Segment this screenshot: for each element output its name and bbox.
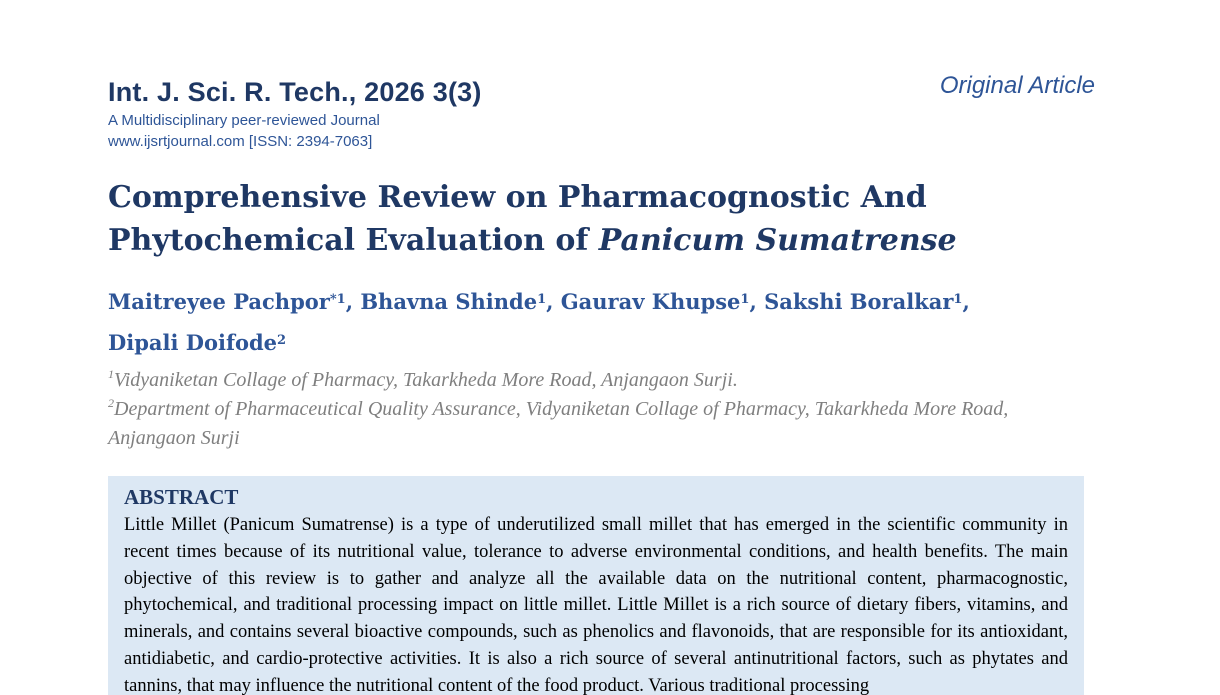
affiliation-item — [108, 366, 1068, 395]
author-name[interactable]: Bhavna Shinde — [360, 289, 538, 314]
author-mark: 2 — [277, 333, 287, 348]
author-mark: 1 — [537, 292, 547, 307]
affiliation-text: Department of Pharmaceutical Quality Assurance, Vidyaniketan Collage of Pharmacy, Takarkheda More Road, Anjangaon Surji — [108, 398, 1009, 449]
affiliation-mark: 2 — [108, 396, 114, 410]
author-name[interactable]: Gaurav Khupse — [560, 289, 741, 314]
paper-title-main: Comprehensive Review on Pharmacognostic And Phytochemical Evaluation of — [108, 180, 927, 258]
paper-title — [108, 176, 1108, 262]
affiliation-list — [108, 366, 1068, 453]
journal-header — [108, 74, 808, 152]
affiliation-item — [108, 395, 1068, 453]
author-separator: , — [546, 289, 561, 314]
author-mark: 1 — [740, 292, 750, 307]
abstract-box — [108, 476, 1084, 695]
author-list — [108, 281, 1108, 363]
journal-title: Int. J. Sci. R. Tech., 2026 3(3) — [108, 77, 482, 107]
journal-tagline: A Multidisciplinary peer-reviewed Journal — [108, 112, 380, 129]
author-separator: , — [345, 289, 361, 314]
journal-website[interactable]: www.ijsrtjournal.com [ISSN: 2394-7063] — [108, 133, 373, 150]
author-mark: 1 — [953, 292, 963, 307]
abstract-heading: ABSTRACT — [124, 485, 239, 509]
author-name[interactable]: Dipali Doifode — [108, 330, 278, 355]
affiliation-mark: 1 — [108, 367, 114, 381]
article-type-label: Original Article — [939, 72, 1095, 99]
abstract-body: Little Millet (Panicum Sumatrense) is a type of underutilized small millet that has emerged in the scientific community in recent times because of its nutritional value, tolerance to adverse environmental conditions, and health benefits. The main objective of this review is to gather and analyze all the available data on the nutritional content, pharmacognostic, phytochemical, and traditional processing impact on little millet. Little Millet is a rich source of dietary fibers, vitamins, and minerals, and contains several bioactive compounds, such as phenolics and flavonoids, that are responsible for its antioxidant, antidiabetic, and cardio-protective activities. It is also a rich source of several antinutritional factors, such as phytates and tannins, that may influence the nutritional content of the food product. Various traditional processing — [124, 515, 1068, 695]
author-separator: , — [749, 289, 765, 314]
author-mark: *1 — [329, 292, 346, 307]
affiliation-text: Vidyaniketan Collage of Pharmacy, Takarkheda More Road, Anjangaon Surji. — [114, 369, 738, 391]
paper-title-species: Panicum Sumatrense — [598, 223, 957, 258]
author-separator: , — [962, 289, 970, 314]
author-name[interactable]: Sakshi Boralkar — [764, 289, 954, 314]
author-name[interactable]: Maitreyee Pachpor — [108, 289, 330, 314]
